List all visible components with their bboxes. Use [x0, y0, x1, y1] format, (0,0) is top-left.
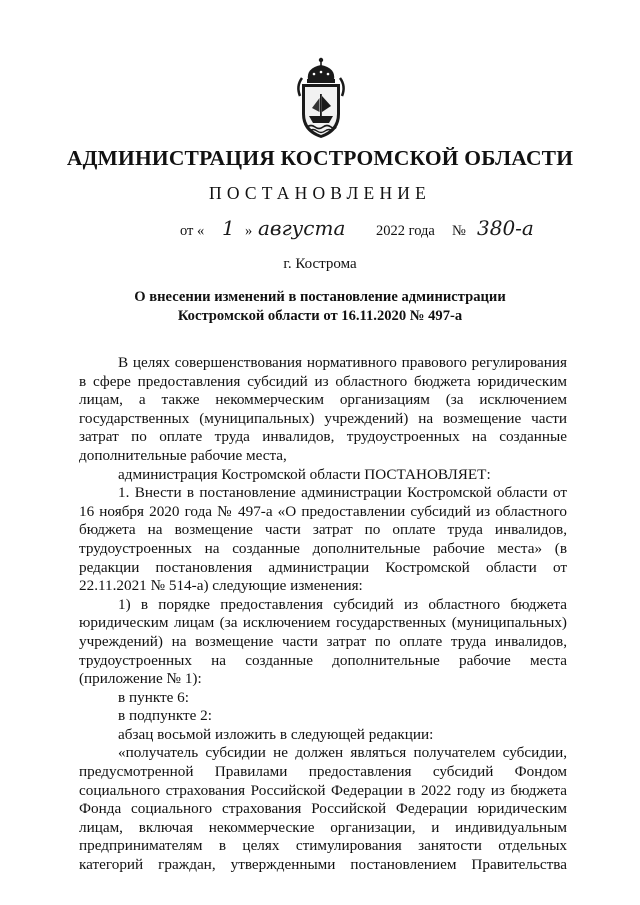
- paragraph-resolves: администрация Костромской области ПОСТАНОВЛЯЕТ:: [118, 465, 491, 483]
- document-body: [79, 354, 567, 875]
- subject-line-2: Костромской области от 16.11.2020 № 497-а: [177, 307, 463, 324]
- document-type: ПОСТАНОВЛЕНИЕ: [208, 183, 432, 203]
- paragraph-point-6: в пункте 6:: [118, 688, 189, 706]
- date-year: 2022 года: [376, 223, 435, 239]
- city: г. Кострома: [283, 256, 357, 272]
- paragraph-preamble: В целях совершенствования нормативного правового регулирования в сфере предоставления субсидий из областного бюджета юридическим лицам, а также некоммерческим организациям (за исключением государственных (муниципальных) учреждений) на возмещение части затрат по оплате труда инвалидов, трудоустроенных на созданные дополнительные рабочие места,: [79, 354, 567, 464]
- date-month: августа: [258, 216, 346, 240]
- coat-of-arms-icon: [290, 56, 352, 140]
- subject-line-1: О внесении изменений в постановление администрации: [134, 289, 506, 305]
- document-number: 380-а: [477, 216, 534, 240]
- date-prefix: от «: [180, 223, 205, 239]
- paragraph-quoted-text: «получатель субсидии не должен являться получателем субсидии, предусмотренной Правилами предоставления субсидий Фондом социального страхования Российской Федерации в 2022 году из бюджета Фонда социального страхования Российской Федерации юридическим лицам, включая некоммерческие организации, и индивидуальным предпринимателям в целях стимулирования занятости отдельных категорий граждан, утвержденными постановлением Правительства: [79, 744, 567, 874]
- date-day: 1: [222, 216, 235, 240]
- document-subject: [110, 288, 530, 325]
- organization-title: АДМИНИСТРАЦИЯ КОСТРОМСКОЙ ОБЛАСТИ: [66, 146, 574, 170]
- date-quote-close: »: [245, 223, 253, 239]
- paragraph-subpoint-2: в подпункте 2:: [118, 707, 212, 725]
- paragraph-subitem-1: 1) в порядке предоставления субсидий из областного бюджета юридическим лицам (за исключением государственных (муниципальных) учреждений) на возмещение части затрат по оплате труда инвалидов, трудоустроенных на созданные дополнительные рабочие места (приложение № 1):: [79, 595, 567, 688]
- number-sign: №: [452, 223, 466, 239]
- paragraph-abzac-8: абзац восьмой изложить в следующей редакции:: [118, 725, 434, 743]
- date-number-line: [0, 215, 640, 245]
- paragraph-item-1: 1. Внести в постановление администрации Костромской области от 16 ноября 2020 года № 497-а «О предоставлении субсидий из областного бюджета на возмещение части затрат по оплате труда инвалидов, трудоустроенных на созданные дополнительные рабочие места» (в редакции постановления администрации Костромской области от 22.11.2021 № 514-а) следующие изменения:: [79, 484, 567, 595]
